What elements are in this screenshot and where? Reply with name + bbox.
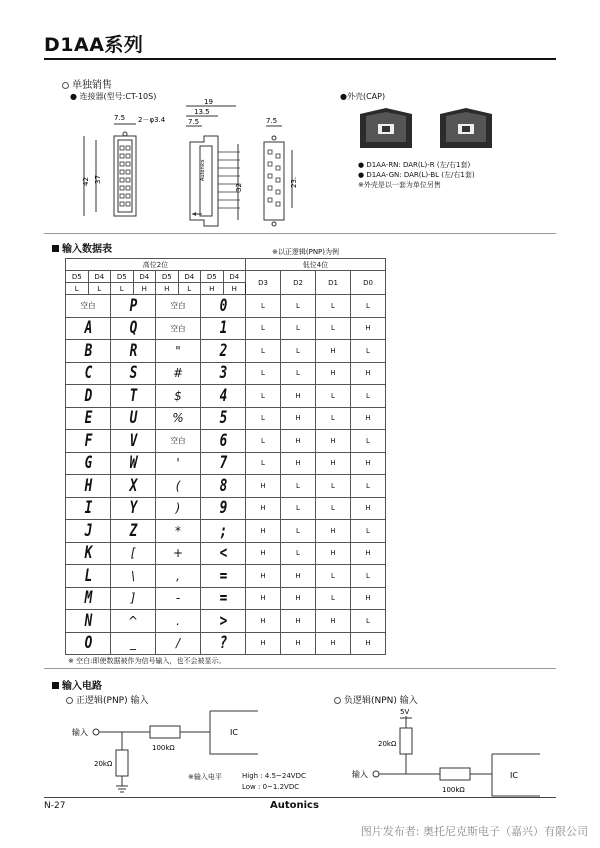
low-bit-cell: H bbox=[246, 497, 281, 520]
char-cell: K bbox=[71, 542, 105, 565]
char-cell: ] bbox=[111, 587, 156, 610]
table-row bbox=[66, 407, 386, 430]
low-bit-cell: L bbox=[246, 362, 281, 385]
table-row bbox=[66, 632, 386, 655]
resistor-100k bbox=[150, 726, 180, 738]
resistor-20k bbox=[400, 728, 412, 754]
low-bit-cell: H bbox=[246, 565, 281, 588]
npn-circuit-diagram bbox=[350, 706, 550, 798]
high-bit-level: L bbox=[88, 283, 111, 295]
input-table-note: ※以正逻辑(PNP)为例 bbox=[272, 248, 340, 256]
connector-front-view bbox=[82, 114, 166, 216]
high-bit-header: D4 bbox=[133, 271, 156, 283]
char-cell: E bbox=[71, 407, 105, 430]
char-cell: P bbox=[116, 295, 150, 318]
svg-text:37: 37 bbox=[94, 175, 102, 184]
char-cell: 1 bbox=[206, 317, 240, 340]
low-bit-header: D2 bbox=[281, 271, 316, 295]
char-cell: # bbox=[156, 362, 201, 385]
char-cell: 9 bbox=[206, 497, 240, 520]
high-bit-level: L bbox=[66, 283, 89, 295]
low-bit-cell: L bbox=[316, 565, 351, 588]
high-bit-header: D5 bbox=[111, 271, 134, 283]
char-cell: O bbox=[71, 632, 105, 655]
circle-bullet-icon bbox=[62, 82, 69, 89]
high-bit-level: L bbox=[178, 283, 201, 295]
svg-text:7.5: 7.5 bbox=[266, 117, 278, 125]
low-bit-cell: L bbox=[281, 340, 316, 363]
cap-right-image bbox=[440, 108, 492, 148]
brand-logo: Autonics bbox=[270, 800, 319, 811]
connector-rear-view bbox=[264, 117, 298, 226]
cap-heading: ●外壳(CAP) bbox=[340, 92, 386, 101]
char-cell: _ bbox=[111, 632, 156, 655]
char-cell: S bbox=[116, 362, 150, 385]
connector-label: ● 连接器(型号:CT-10S) bbox=[70, 92, 157, 101]
char-cell: > bbox=[206, 610, 240, 633]
low-bit-cell: H bbox=[281, 430, 316, 453]
connector-side-view bbox=[186, 98, 243, 226]
low-bit-cell: H bbox=[351, 407, 386, 430]
high-bit-header: D4 bbox=[178, 271, 201, 283]
pnp-input-label: 输入 bbox=[72, 728, 88, 737]
char-cell: Z bbox=[116, 520, 150, 543]
table-row bbox=[66, 587, 386, 610]
char-cell: B bbox=[71, 340, 105, 363]
high-bit-level: H bbox=[223, 283, 246, 295]
svg-text:7.5: 7.5 bbox=[114, 114, 126, 122]
char-cell: \ bbox=[111, 565, 156, 588]
char-cell: M bbox=[71, 587, 105, 610]
low-bit-cell: L bbox=[316, 587, 351, 610]
svg-text:32: 32 bbox=[235, 183, 243, 192]
cap-line-1: ● D1AA-RN: DAR(L)-R (左/右1套) bbox=[358, 161, 471, 169]
char-cell: < bbox=[206, 542, 240, 565]
high-bit-level: H bbox=[133, 283, 156, 295]
char-cell: Q bbox=[116, 317, 150, 340]
low-bit-cell: H bbox=[281, 452, 316, 475]
low-bit-cell: H bbox=[281, 632, 316, 655]
input-terminal-icon bbox=[93, 729, 99, 735]
low-bit-cell: L bbox=[351, 565, 386, 588]
char-cell: 8 bbox=[206, 475, 240, 498]
table-row bbox=[66, 565, 386, 588]
svg-text:7.5: 7.5 bbox=[188, 118, 200, 126]
char-cell: $ bbox=[156, 385, 201, 408]
char-cell: ) bbox=[156, 497, 201, 520]
char-cell: T bbox=[116, 385, 150, 408]
char-cell: % bbox=[156, 407, 201, 430]
pnp-circuit-diagram bbox=[70, 706, 270, 798]
input-circuit-heading: 输入电路 bbox=[52, 677, 102, 692]
svg-text:13.5: 13.5 bbox=[194, 108, 210, 116]
char-cell: R bbox=[116, 340, 150, 363]
low-bit-cell: H bbox=[316, 430, 351, 453]
low-bit-cell: L bbox=[351, 295, 386, 318]
char-cell: = bbox=[206, 565, 240, 588]
svg-text:2－φ3.4: 2－φ3.4 bbox=[138, 116, 166, 124]
char-cell: + bbox=[156, 542, 201, 565]
char-cell: I bbox=[71, 497, 105, 520]
single-sale-heading: 单独销售 bbox=[62, 76, 112, 91]
char-cell: 4 bbox=[206, 385, 240, 408]
low-bit-cell: L bbox=[351, 475, 386, 498]
low-bit-cell: L bbox=[246, 407, 281, 430]
square-bullet-icon bbox=[52, 682, 59, 689]
low-bit-cell: H bbox=[316, 632, 351, 655]
char-cell: 3 bbox=[206, 362, 240, 385]
square-bullet-icon bbox=[52, 245, 59, 252]
low-bit-cell: H bbox=[316, 542, 351, 565]
low-bit-cell: L bbox=[281, 475, 316, 498]
group-low-header: 低位4位 bbox=[246, 259, 386, 271]
high-bit-header: D5 bbox=[66, 271, 89, 283]
svg-text:23.: 23. bbox=[290, 176, 298, 188]
cap-line-2: ● D1AA-GN: DAR(L)-BL (左/右1套) bbox=[358, 171, 475, 179]
low-bit-cell: H bbox=[316, 362, 351, 385]
low-bit-cell: L bbox=[316, 475, 351, 498]
svg-text:Autonics: Autonics bbox=[200, 159, 206, 181]
npn-input-label: 输入 bbox=[352, 770, 368, 779]
char-cell: 6 bbox=[206, 430, 240, 453]
table-row bbox=[66, 340, 386, 363]
section-divider-2 bbox=[44, 668, 556, 669]
high-bit-level: H bbox=[201, 283, 224, 295]
low-bit-cell: L bbox=[281, 362, 316, 385]
low-bit-cell: L bbox=[281, 317, 316, 340]
char-cell: 空白 bbox=[66, 295, 111, 318]
char-cell: = bbox=[206, 587, 240, 610]
publisher-watermark: 图片发布者: 奥托尼克斯电子（嘉兴）有限公司 bbox=[360, 825, 588, 838]
svg-text:42: 42 bbox=[82, 177, 90, 186]
section-divider-1 bbox=[44, 233, 556, 234]
low-bit-cell: H bbox=[316, 340, 351, 363]
low-bit-cell: H bbox=[281, 565, 316, 588]
char-cell: * bbox=[156, 520, 201, 543]
low-bit-cell: L bbox=[281, 542, 316, 565]
low-bit-cell: L bbox=[246, 340, 281, 363]
table-row bbox=[66, 295, 386, 318]
page-title: D1AA系列 bbox=[44, 34, 144, 56]
high-bit-header: D5 bbox=[201, 271, 224, 283]
low-bit-cell: H bbox=[281, 610, 316, 633]
char-cell: F bbox=[71, 430, 105, 453]
svg-text:20kΩ: 20kΩ bbox=[378, 740, 397, 748]
table-row bbox=[66, 430, 386, 453]
cap-line-3: ※外壳是以一套为单位另售 bbox=[358, 181, 441, 189]
char-cell: 7 bbox=[206, 452, 240, 475]
low-bit-header: D3 bbox=[246, 271, 281, 295]
title-rule bbox=[44, 58, 556, 60]
low-bit-cell: H bbox=[351, 317, 386, 340]
char-cell: , bbox=[156, 565, 201, 588]
table-row bbox=[66, 362, 386, 385]
input-level-low: Low : 0~1.2VDC bbox=[242, 783, 300, 791]
char-cell: 空白 bbox=[156, 317, 201, 340]
input-terminal-icon bbox=[373, 771, 379, 777]
high-bit-header: D5 bbox=[156, 271, 179, 283]
char-cell: 空白 bbox=[156, 295, 201, 318]
svg-text:100kΩ: 100kΩ bbox=[442, 786, 465, 794]
input-data-table bbox=[65, 258, 386, 655]
low-bit-cell: H bbox=[281, 587, 316, 610]
high-bit-header: D4 bbox=[223, 271, 246, 283]
char-cell: 5 bbox=[206, 407, 240, 430]
table-row bbox=[66, 475, 386, 498]
low-bit-cell: H bbox=[316, 452, 351, 475]
low-bit-cell: H bbox=[281, 407, 316, 430]
table-row bbox=[66, 610, 386, 633]
low-bit-header: D1 bbox=[316, 271, 351, 295]
char-cell: G bbox=[71, 452, 105, 475]
low-bit-cell: L bbox=[316, 497, 351, 520]
low-bit-cell: H bbox=[246, 542, 281, 565]
input-level-high: High : 4.5~24VDC bbox=[242, 772, 306, 780]
input-level-label: ※输入电平 bbox=[188, 773, 222, 781]
low-bit-cell: L bbox=[246, 452, 281, 475]
table-row bbox=[66, 452, 386, 475]
low-bit-cell: H bbox=[246, 475, 281, 498]
char-cell: Y bbox=[116, 497, 150, 520]
char-cell: N bbox=[71, 610, 105, 633]
low-bit-cell: H bbox=[246, 610, 281, 633]
char-cell: ; bbox=[206, 520, 240, 543]
char-cell: ? bbox=[206, 632, 240, 655]
cap-images bbox=[356, 104, 506, 156]
char-cell: V bbox=[116, 430, 150, 453]
low-bit-cell: L bbox=[351, 520, 386, 543]
table-row bbox=[66, 497, 386, 520]
char-cell: A bbox=[71, 317, 105, 340]
low-bit-cell: H bbox=[281, 385, 316, 408]
char-cell: " bbox=[156, 340, 201, 363]
low-bit-cell: H bbox=[351, 542, 386, 565]
char-cell: 0 bbox=[206, 295, 240, 318]
low-bit-cell: L bbox=[351, 430, 386, 453]
low-bit-header: D0 bbox=[351, 271, 386, 295]
low-bit-cell: L bbox=[246, 295, 281, 318]
svg-text:IC: IC bbox=[510, 771, 518, 780]
low-bit-cell: H bbox=[351, 452, 386, 475]
low-bit-cell: L bbox=[351, 610, 386, 633]
low-bit-cell: L bbox=[351, 385, 386, 408]
low-bit-cell: H bbox=[246, 587, 281, 610]
cap-left-image bbox=[360, 108, 412, 148]
group-high-header: 高位2位 bbox=[66, 259, 246, 271]
footer-rule bbox=[44, 797, 556, 798]
low-bit-cell: L bbox=[281, 295, 316, 318]
high-bit-header: D4 bbox=[88, 271, 111, 283]
char-cell: H bbox=[71, 475, 105, 498]
low-bit-cell: H bbox=[351, 632, 386, 655]
char-cell: D bbox=[71, 385, 105, 408]
connector-drawing bbox=[78, 96, 318, 231]
low-bit-cell: L bbox=[281, 497, 316, 520]
table-row bbox=[66, 385, 386, 408]
char-cell: - bbox=[156, 587, 201, 610]
low-bit-cell: H bbox=[316, 520, 351, 543]
char-cell: 空白 bbox=[156, 430, 201, 453]
resistor-20k bbox=[116, 750, 128, 776]
low-bit-cell: L bbox=[316, 385, 351, 408]
svg-text:IC: IC bbox=[230, 728, 238, 737]
table-row bbox=[66, 520, 386, 543]
char-cell: ' bbox=[156, 452, 201, 475]
low-bit-cell: H bbox=[246, 632, 281, 655]
low-bit-cell: H bbox=[316, 610, 351, 633]
low-bit-cell: L bbox=[246, 430, 281, 453]
npn-title: 负逻辑(NPN) 输入 bbox=[334, 693, 418, 706]
char-cell: X bbox=[116, 475, 150, 498]
table-footnote: ※ 空白:即使数据被作为信号输入，也不会被显示。 bbox=[68, 657, 226, 665]
char-cell: ( bbox=[156, 475, 201, 498]
svg-text:20kΩ: 20kΩ bbox=[94, 760, 113, 768]
page-number: N-27 bbox=[44, 801, 66, 811]
char-cell: U bbox=[116, 407, 150, 430]
low-bit-cell: H bbox=[351, 362, 386, 385]
low-bit-cell: H bbox=[351, 497, 386, 520]
svg-text:5V: 5V bbox=[400, 708, 410, 716]
circle-bullet-icon bbox=[66, 697, 73, 704]
resistor-100k bbox=[440, 768, 470, 780]
low-bit-cell: L bbox=[281, 520, 316, 543]
char-cell: [ bbox=[111, 542, 156, 565]
low-bit-cell: L bbox=[316, 317, 351, 340]
char-cell: . bbox=[156, 610, 201, 633]
low-bit-cell: L bbox=[246, 385, 281, 408]
char-cell: W bbox=[116, 452, 150, 475]
char-cell: / bbox=[156, 632, 201, 655]
char-cell: 2 bbox=[206, 340, 240, 363]
pnp-title: 正逻辑(PNP) 输入 bbox=[66, 693, 148, 706]
svg-text:19: 19 bbox=[204, 98, 213, 106]
low-bit-cell: L bbox=[316, 295, 351, 318]
table-row bbox=[66, 542, 386, 565]
high-bit-level: L bbox=[111, 283, 134, 295]
low-bit-cell: H bbox=[351, 587, 386, 610]
char-cell: L bbox=[71, 565, 105, 588]
low-bit-cell: L bbox=[351, 340, 386, 363]
input-table-heading: 输入数据表 bbox=[52, 240, 112, 255]
circle-bullet-icon bbox=[334, 697, 341, 704]
low-bit-cell: L bbox=[316, 407, 351, 430]
svg-text:100kΩ: 100kΩ bbox=[152, 744, 175, 752]
low-bit-cell: H bbox=[246, 520, 281, 543]
high-bit-level: H bbox=[156, 283, 179, 295]
low-bit-cell: L bbox=[246, 317, 281, 340]
char-cell: ^ bbox=[111, 610, 156, 633]
char-cell: C bbox=[71, 362, 105, 385]
table-row bbox=[66, 317, 386, 340]
char-cell: J bbox=[71, 520, 105, 543]
